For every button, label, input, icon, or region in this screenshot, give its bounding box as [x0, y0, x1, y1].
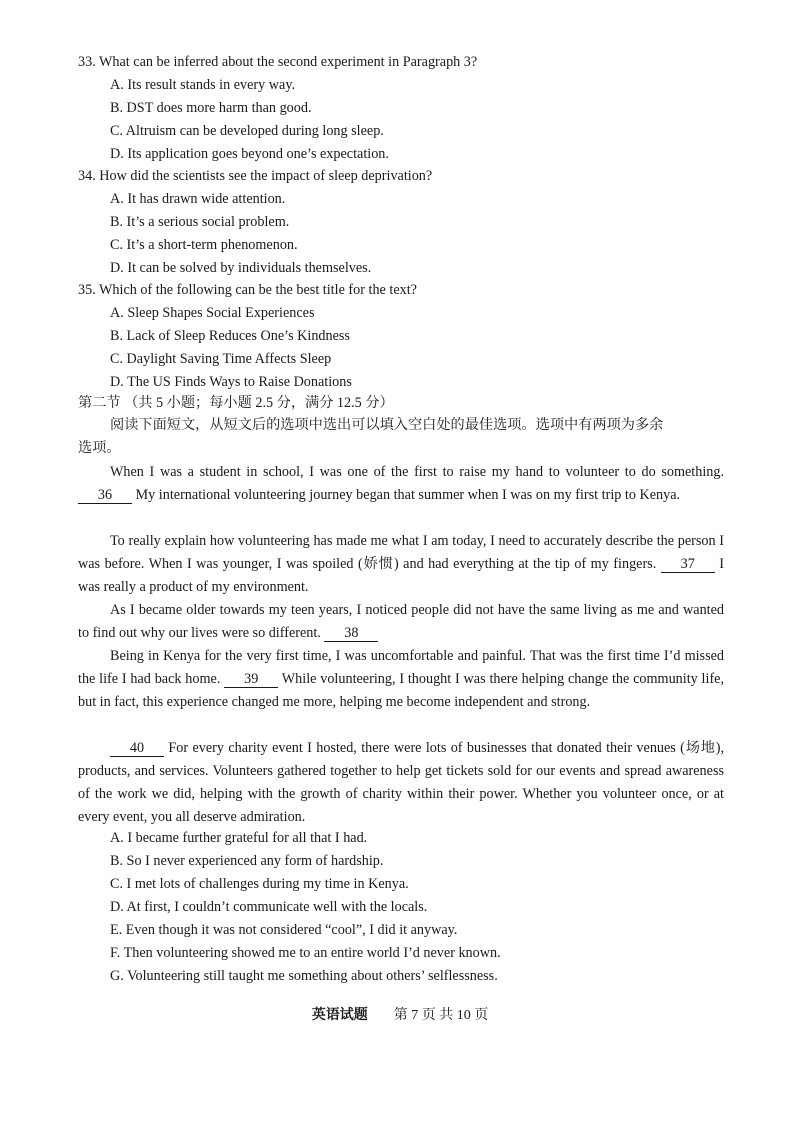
question-35-option-d: D. The US Finds Ways to Raise Donations: [110, 374, 352, 390]
question-35-option-b: B. Lack of Sleep Reduces One’s Kindness: [110, 328, 350, 344]
blank-40[interactable]: 40: [110, 740, 164, 757]
passage-paragraph-4: [78, 645, 724, 714]
question-35-stem: 35. Which of the following can be the best title for the text?: [78, 282, 417, 298]
question-34-option-d: D. It can be solved by individuals themselves.: [110, 260, 372, 276]
question-33-stem: 33. What can be inferred about the second experiment in Paragraph 3?: [78, 54, 478, 70]
paragraph-2-text-b: I was really a product of my environment.: [78, 556, 724, 595]
paragraph-4-text-a: Being in Kenya for the very first time, I was uncomfortable and painful. That was the first time I’d missed the life I had back home.: [78, 648, 724, 687]
question-35-option-a: A. Sleep Shapes Social Experiences: [110, 305, 315, 321]
choice-b: B. So I never experienced any form of hardship.: [110, 853, 384, 869]
blank-36[interactable]: 36: [78, 487, 132, 504]
page-footer: [0, 1004, 800, 1024]
choice-e: E. Even though it was not considered “cool”, I did it anyway.: [110, 922, 458, 938]
choice-d: D. At first, I couldn’t communicate well with the locals.: [110, 899, 428, 915]
question-35-option-c: C. Daylight Saving Time Affects Sleep: [110, 351, 332, 367]
paragraph-4-text-b: While volunteering, I thought I was there helping change the community life, but in fact, this experience changed me more, helping me become independent and strong.: [78, 671, 725, 710]
question-33-option-d: D. Its application goes beyond one’s expectation.: [110, 146, 389, 162]
blank-39[interactable]: 39: [224, 671, 278, 688]
choice-a: A. I became further grateful for all that I had.: [110, 830, 368, 846]
question-33-option-c: C. Altruism can be developed during long sleep.: [110, 123, 384, 139]
question-34-option-a: A. It has drawn wide attention.: [110, 191, 286, 207]
footer-title: 英语试题: [311, 1008, 368, 1023]
section-instruction-line-2: 选项。: [78, 440, 121, 456]
paragraph-2-text-a: To really explain how volunteering has made me what I am today, I need to accurately describe the person I was before. When I was younger, I was spoiled (娇惯) and had everything at the tip of my fingers.: [78, 533, 724, 572]
blank-38[interactable]: 38: [324, 625, 378, 642]
question-34-stem: 34. How did the scientists see the impact of sleep deprivation?: [78, 168, 433, 184]
blank-37[interactable]: 37: [661, 556, 715, 573]
passage-paragraph-3: [78, 599, 724, 645]
passage-paragraph-2: [78, 530, 724, 599]
paragraph-5-text-b: For every charity event I hosted, there were lots of businesses that donated their venues (场地), products, and services. Volunteers gathered together to help get tickets sold for our events and spread awareness of the work we did, helping with the growth of charity within their power. Whether you volunteer once, or at every event, you all deserve admiration.: [78, 740, 725, 825]
choice-g: G. Volunteering still taught me something about others’ selflessness.: [110, 968, 498, 984]
choice-f: F. Then volunteering showed me to an entire world I’d never known.: [110, 945, 501, 961]
paragraph-1-text-b: My international volunteering journey began that summer when I was on my first trip to Kenya.: [135, 487, 681, 503]
paragraph-3-text-a: As I became older towards my teen years, I noticed people did not have the same living as me and wanted to find out why our lives were so different.: [78, 602, 724, 641]
footer-page-number: 第 7 页 共 10 页: [393, 1008, 489, 1023]
passage-paragraph-5: [78, 737, 724, 829]
question-34-option-c: C. It’s a short-term phenomenon.: [110, 237, 298, 253]
section-instruction-line-1: 阅读下面短文，从短文后的选项中选出可以填入空白处的最佳选项。选项中有两项为多余: [110, 417, 664, 433]
section-title: 第二节 （共 5 小题；每小题 2.5 分，满分 12.5 分）: [78, 395, 394, 411]
question-34-option-b: B. It’s a serious social problem.: [110, 214, 290, 230]
choice-c: C. I met lots of challenges during my time in Kenya.: [110, 876, 409, 892]
paragraph-1-text-a: When I was a student in school, I was one of the first to raise my hand to volunteer to do something.: [110, 464, 724, 480]
passage-paragraph-1: [78, 461, 724, 507]
question-33-option-b: B. DST does more harm than good.: [110, 100, 312, 116]
question-33-option-a: A. Its result stands in every way.: [110, 77, 296, 93]
